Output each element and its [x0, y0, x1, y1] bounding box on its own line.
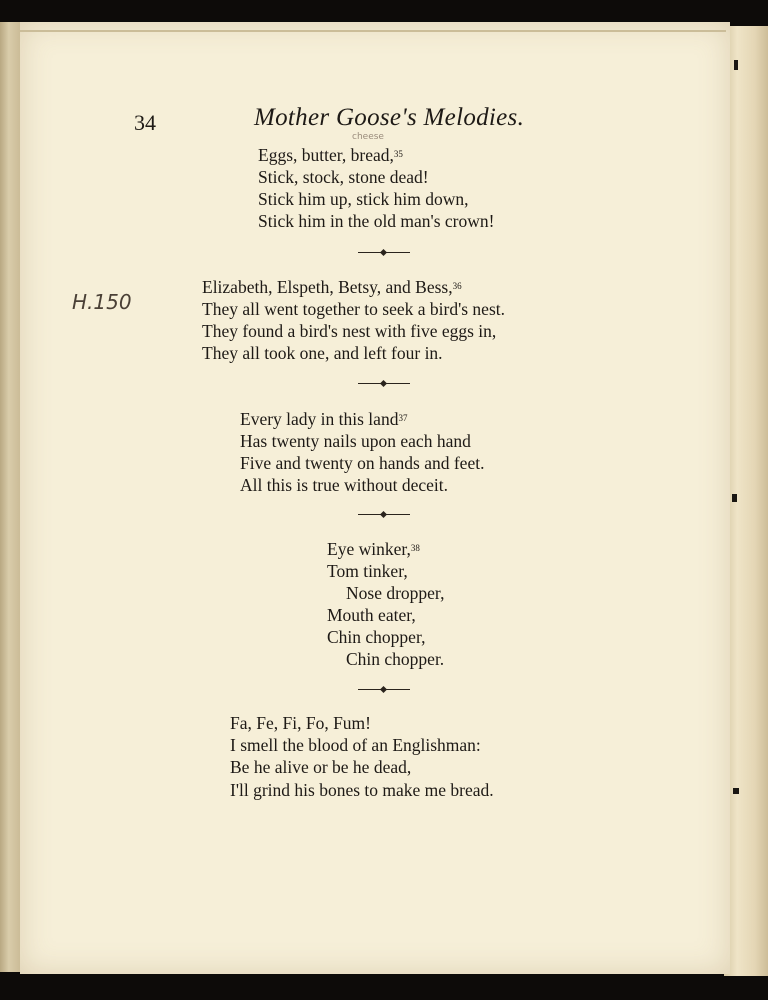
page-number: 34: [134, 110, 156, 135]
margin-pencil-note: H.150: [72, 290, 132, 314]
running-head: Mother Goose's Melodies.: [254, 104, 525, 131]
verse-line: They found a bird's nest with five eggs in,: [202, 321, 497, 341]
verse-line: I smell the blood of an Englishman:: [230, 735, 481, 755]
verse-line: All this is true without deceit.: [240, 475, 449, 495]
verse-line: Stick him up, stick him down,: [258, 189, 469, 209]
verse-line: Has twenty nails upon each hand: [240, 431, 471, 451]
section-divider: [358, 252, 410, 253]
edge-tear: [733, 788, 739, 794]
page-top-edge: [20, 30, 726, 32]
edge-tear: [732, 494, 737, 502]
verse-line: They all went together to seek a bird's nest.: [202, 299, 505, 319]
interlinear-pencil-note: cheese: [352, 132, 384, 142]
verse-line: Stick him in the old man's crown!: [258, 211, 495, 231]
verse-line: Five and twenty on hands and feet.: [240, 453, 485, 473]
page-stack-right-edge: [724, 26, 768, 976]
edge-tear: [734, 60, 738, 70]
verse-line: Stick, stock, stone dead!: [258, 167, 429, 187]
section-divider: [358, 689, 410, 690]
verse-line: Be he alive or be he dead,: [230, 757, 412, 777]
verse-line: They all took one, and left four in.: [202, 343, 443, 363]
verse-line: Every lady in this land$^{37}$: [240, 409, 408, 429]
page-stack-left-edge: [0, 22, 22, 972]
verse-line: Chin chopper.: [346, 649, 445, 669]
verse-line: Tom tinker,: [327, 561, 408, 581]
verse-line: Eye winker,$^{38}$: [327, 539, 420, 559]
verse-line: Elizabeth, Elspeth, Betsy, and Bess,$^{36}$: [202, 277, 462, 297]
verse-line: Nose dropper,: [346, 583, 445, 603]
section-divider: [358, 514, 410, 515]
verse-line: Mouth eater,: [327, 605, 416, 625]
verse-line: Chin chopper,: [327, 627, 426, 647]
verse-line: Eggs, butter, bread,$^{35}$: [258, 145, 403, 165]
section-divider: [358, 383, 410, 384]
verse-line: Fa, Fe, Fi, Fo, Fum!: [230, 713, 371, 733]
verse-line: I'll grind his bones to make me bread.: [230, 780, 494, 800]
